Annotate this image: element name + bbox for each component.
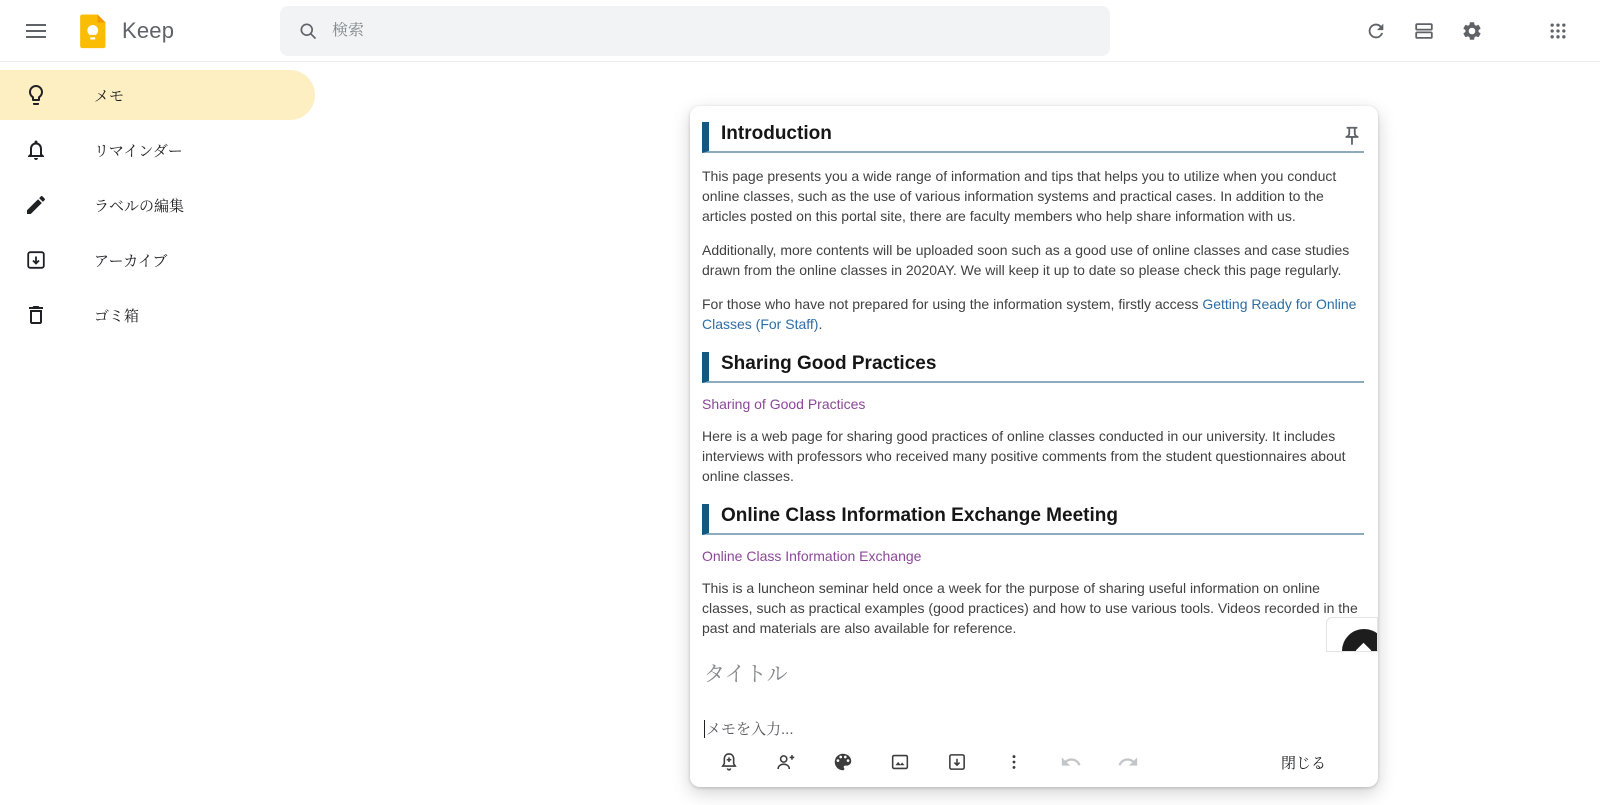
section-heading: Sharing Good Practices <box>702 352 1364 383</box>
paragraph: Additionally, more contents will be uploaded soon such as a good use of online classes and case studies drawn from the online classes in 2020AY. We will keep it up to date so please check this page regularly. <box>702 242 1350 279</box>
archive-icon <box>946 751 968 773</box>
view-toggle-button[interactable] <box>1400 7 1448 55</box>
trash-icon <box>24 303 48 327</box>
archive-icon <box>24 248 48 272</box>
keep-logo-icon <box>74 13 110 49</box>
app-title: Keep <box>122 17 175 43</box>
list-view-icon <box>1413 20 1435 42</box>
section-heading: Introduction <box>702 122 1364 153</box>
text-caret <box>704 720 705 738</box>
note-edit-dialog <box>690 106 1378 787</box>
top-app-bar <box>0 0 1600 62</box>
reminder-button[interactable] <box>712 745 746 779</box>
sidebar-item-edit-labels[interactable] <box>0 180 315 230</box>
add-collaborator-button[interactable] <box>769 745 803 779</box>
note-rich-content[interactable] <box>690 106 1378 638</box>
sidebar-item-label: リマインダー <box>94 142 183 160</box>
more-options-button[interactable] <box>997 745 1031 779</box>
search-icon <box>298 21 318 41</box>
palette-icon <box>832 751 854 773</box>
hamburger-icon <box>26 23 46 39</box>
section-heading: Online Class Information Exchange Meeting <box>702 504 1364 535</box>
paragraph: Here is a web page for sharing good practices of online classes conducted in our university. It includes interviews with professors who received many positive comments from the student questionnaires about online classes. <box>702 428 1346 485</box>
paragraph: This is a luncheon seminar held once a week for the purpose of sharing useful information on online classes, such as practical examples (good practices) and how to use various tools. Videos recorded in the past and materials are also available for reference. <box>702 580 1358 637</box>
apps-grid-icon <box>1548 21 1568 41</box>
sidebar-item-label: メモ <box>94 87 125 105</box>
redo-button[interactable] <box>1111 745 1145 779</box>
add-image-button[interactable] <box>883 745 917 779</box>
note-body-input[interactable]: メモを入力... <box>706 721 794 739</box>
pushpin-icon <box>1341 125 1363 147</box>
sidebar-item-label: ゴミ箱 <box>94 307 140 325</box>
image-icon <box>889 751 911 773</box>
note-toolbar <box>690 737 1378 787</box>
app-logo <box>74 13 174 49</box>
sidebar-item-notes[interactable] <box>0 70 315 120</box>
undo-button[interactable] <box>1054 745 1088 779</box>
refresh-button[interactable] <box>1352 7 1400 55</box>
background-options-button[interactable] <box>826 745 860 779</box>
link-online-class-exchange[interactable]: Online Class Information Exchange <box>702 548 922 565</box>
add-collaborator-icon <box>775 751 797 773</box>
refresh-icon <box>1365 20 1387 42</box>
bell-icon <box>24 138 48 162</box>
sidebar-item-archive[interactable] <box>0 235 315 285</box>
lightbulb-icon <box>24 83 48 107</box>
pin-note-button[interactable] <box>1332 116 1372 156</box>
paragraph: This page presents you a wide range of information and tips that helps you to utilize when you conduct online classes, such as the use of various information systems and practical cases. In addition to the articles posted on this portal site, there are faculty members who help share information with us. <box>702 168 1337 225</box>
pencil-icon <box>24 193 48 217</box>
search-bar[interactable] <box>280 6 1110 56</box>
link-sharing-good-practices[interactable]: Sharing of Good Practices <box>702 396 866 413</box>
paragraph: For those who have not prepared for using the information system, firstly access Getting Ready for Online Classes (For Staff). <box>702 296 1357 333</box>
redo-icon <box>1117 751 1139 773</box>
link-getting-ready[interactable]: Getting Ready for Online Classes (For Staff) <box>702 296 1357 333</box>
search-input[interactable] <box>332 22 1032 40</box>
settings-button[interactable] <box>1448 7 1496 55</box>
undo-icon <box>1060 751 1082 773</box>
sidebar-item-label: アーカイブ <box>94 252 168 270</box>
main-menu-button[interactable] <box>12 7 60 55</box>
google-apps-button[interactable] <box>1534 7 1582 55</box>
sidebar-item-reminders[interactable] <box>0 125 315 175</box>
overlay-widget-card[interactable] <box>1326 617 1378 652</box>
sidebar-item-label: ラベルの編集 <box>94 197 185 215</box>
reminder-bell-plus-icon <box>718 751 740 773</box>
more-vertical-icon <box>1004 752 1024 772</box>
sidebar-item-trash[interactable] <box>0 290 315 340</box>
close-button[interactable]: 閉じる <box>1267 744 1340 781</box>
archive-note-button[interactable] <box>940 745 974 779</box>
note-title-input[interactable]: タイトル <box>704 663 788 687</box>
settings-gear-icon <box>1461 20 1483 42</box>
sidebar <box>0 70 315 345</box>
